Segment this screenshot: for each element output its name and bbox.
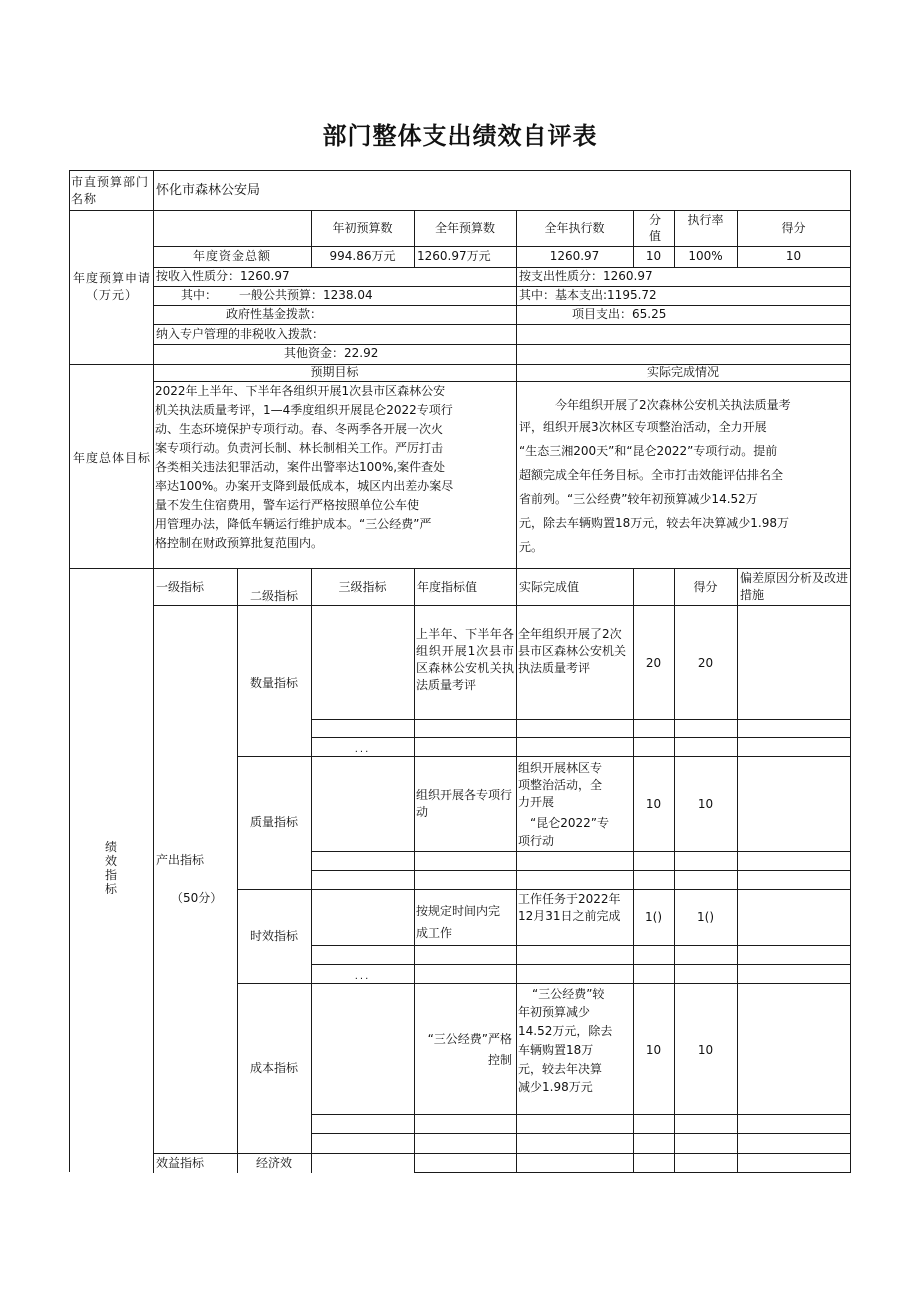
grid-line — [516, 364, 517, 568]
total-funds-label: 年度资金总额 — [192, 249, 271, 263]
cost-value: 10 — [645, 1043, 662, 1057]
grid-line — [237, 568, 238, 1173]
grid-line — [153, 344, 851, 345]
other-funds: 其他资金：22.92 — [284, 346, 379, 360]
header-level3: 三级指标 — [338, 580, 387, 594]
grid-line — [311, 719, 851, 720]
actual-completion-header: 实际完成情况 — [646, 365, 719, 379]
grid-line — [69, 210, 851, 211]
general-public-budget: 一般公共预算：1238.04 — [239, 288, 373, 302]
header-level1: 一级指标 — [156, 580, 205, 594]
expected-goal-line: 2022年上半年、下半年各组织开展1次县市区森林公安 — [155, 384, 446, 398]
expected-goal-line: 动、生态环境保护专项行动。春、冬两季各开展一次火 — [155, 422, 444, 436]
actual-completion-line: 元。 — [519, 540, 544, 554]
actual-completion-line: 省前列。“三公经费”较年初预算减少14.52万 — [519, 492, 758, 506]
perf-section-label: 绩效指标 — [104, 840, 117, 896]
grid-line — [237, 889, 851, 890]
output-indicator-points: （50分） — [171, 891, 223, 905]
expected-goal-line: 案专项行动。负责河长制、林长制相关工作。严厉打击 — [155, 441, 444, 455]
quality-actual-line: 力开展 — [518, 795, 555, 809]
ellipsis-text: ... — [354, 971, 371, 982]
header-score: 得分 — [781, 221, 806, 235]
quality-actual-line: 项整治活动，全 — [518, 778, 603, 792]
page-title: 部门整体支出绩效自评表 — [322, 122, 598, 150]
header-actual-value: 实际完成值 — [519, 580, 580, 594]
grid-line — [153, 246, 851, 247]
quality-indicator-label: 质量指标 — [249, 815, 298, 829]
grid-line — [153, 1153, 851, 1154]
quality-actual-line: 组织开展林区专 — [518, 761, 603, 775]
grid-line — [153, 381, 851, 382]
output-indicator-label: 产出指标 — [156, 853, 205, 867]
benefit-indicator-label: 效益指标 — [156, 1156, 205, 1170]
header-annual-value: 年度指标值 — [417, 580, 478, 594]
total-score: 10 — [785, 249, 802, 263]
expected-goal-line: 格控制在财政预算批复范围内。 — [155, 536, 324, 550]
quantity-value: 20 — [645, 656, 662, 670]
header-executed: 全年执行数 — [544, 221, 605, 235]
basic-expense: 其中：基本支出:1195.72 — [519, 288, 657, 302]
cost-target: “三公经费”严格控制 — [427, 1032, 512, 1067]
expected-goal-line: 率达100%。办案开支降到最低成本，城区内出差办案尽 — [155, 479, 454, 493]
actual-completion-line: 超额完成全年任务目标。全市打击效能评估排名全 — [519, 468, 784, 482]
grid-line — [153, 605, 851, 606]
total-initial: 994.86万元 — [329, 249, 396, 263]
timeliness-indicator-label: 时效指标 — [249, 929, 298, 943]
quality-actual-line: 项行动 — [518, 834, 555, 848]
grid-line — [311, 1114, 851, 1115]
total-score-value: 10 — [645, 249, 662, 263]
expected-goal-line: 量不发生住宿费用，警车运行严格按照单位公车使 — [155, 498, 420, 512]
actual-completion-line: 评，组织开展3次林区专项整治活动，全力开展 — [519, 420, 767, 434]
header-deviation: 偏差原因分析及改进措施 — [740, 571, 849, 602]
actual-completion-line: 今年组织开展了2次森林公安机关执法质量考 — [555, 398, 791, 412]
grid-line — [69, 170, 851, 171]
quality-score: 10 — [697, 797, 714, 811]
grid-line — [311, 737, 851, 738]
expense-nature: 按支出性质分：1260.97 — [519, 269, 653, 283]
quality-target: 组织开展各专项行动 — [416, 788, 513, 819]
quantity-actual: 全年组织开展了2次县市区森林公安机关执法质量考评 — [518, 627, 627, 675]
header-initial-budget: 年初预算数 — [332, 221, 393, 235]
header-score-value: 分值 — [648, 213, 661, 243]
quality-actual-line: “昆仑2022”专 — [530, 816, 609, 830]
cost-actual-line: 减少1.98万元 — [518, 1080, 593, 1094]
income-nature: 按收入性质分：1260.97 — [156, 269, 290, 283]
ellipsis-text: ... — [354, 744, 371, 755]
dept-value: 怀化市森林公安局 — [156, 183, 261, 198]
grid-line — [414, 1172, 851, 1173]
total-executed: 1260.97 — [549, 249, 600, 263]
grid-line — [69, 568, 851, 569]
header-exec-rate: 执行率 — [687, 213, 724, 227]
cost-actual-line: 车辆购置18万 — [518, 1043, 594, 1057]
goals-section-label: 年度总体目标 — [72, 451, 151, 465]
expected-goal-line: 机关执法质量考评，1—4季度组织开展昆仑2022专项行 — [155, 403, 453, 417]
header-level2: 二级指标 — [249, 589, 298, 603]
cost-indicator-label: 成本指标 — [249, 1061, 298, 1075]
timeliness-actual: 工作任务于2022年12月31日之前完成 — [518, 892, 621, 923]
dept-label: 市直预算部门名称 — [71, 175, 150, 206]
timeliness-target: 按规定时间内完成工作 — [416, 904, 501, 940]
grid-line — [153, 324, 851, 325]
expected-goal-line: 各类相关违法犯罪活动，案件出警率达100%,案件查处 — [155, 460, 446, 474]
grid-line — [69, 170, 70, 1172]
grid-line — [414, 210, 415, 267]
grid-line — [311, 870, 851, 871]
cost-actual-line: “三公经费”较 — [532, 987, 605, 1001]
quantity-indicator-label: 数量指标 — [249, 676, 298, 690]
grid-line — [850, 170, 851, 1173]
timeliness-score: 1() — [697, 910, 714, 924]
budget-section-label: 年度预算申请（万元） — [72, 271, 151, 302]
gov-fund-allocation: 政府性基金拨款： — [226, 307, 323, 321]
quantity-score: 20 — [697, 656, 714, 670]
project-expense: 项目支出：65.25 — [572, 307, 667, 321]
expected-goal-line: 用管理办法，降低车辆运行维护成本。“三公经费”严 — [155, 517, 432, 531]
cost-actual-line: 元，较去年决算 — [518, 1062, 603, 1076]
total-full: 1260.97万元 — [417, 249, 491, 263]
grid-line — [311, 1133, 851, 1134]
quality-value: 10 — [645, 797, 662, 811]
economic-indicator-label: 经济效 — [255, 1156, 292, 1170]
non-tax-allocation: 纳入专户管理的非税收入拨款： — [156, 327, 325, 341]
cost-score: 10 — [697, 1043, 714, 1057]
grid-line — [311, 851, 851, 852]
of-which-label: 其中： — [181, 288, 218, 302]
grid-line — [311, 964, 851, 965]
timeliness-value: 1() — [645, 910, 662, 924]
cost-actual-line: 年初预算减少 — [518, 1005, 591, 1019]
cost-actual-line: 14.52万元，除去 — [518, 1024, 613, 1038]
actual-completion-line: 元，除去车辆购置18万元，较去年决算减少1.98万 — [519, 516, 789, 530]
header-full-budget: 全年预算数 — [434, 221, 495, 235]
actual-completion-line: “生态三湘200天”和“昆仑2022”专项行动。提前 — [519, 444, 778, 458]
total-exec-rate: 100% — [688, 249, 723, 263]
grid-line — [153, 170, 154, 1173]
quantity-target: 上半年、下半年各组织开展1次县市区森林公安机关执法质量考评 — [416, 627, 514, 692]
grid-line — [311, 945, 851, 946]
header-perf-score: 得分 — [693, 580, 718, 594]
expected-goal-header: 预期目标 — [310, 365, 359, 379]
